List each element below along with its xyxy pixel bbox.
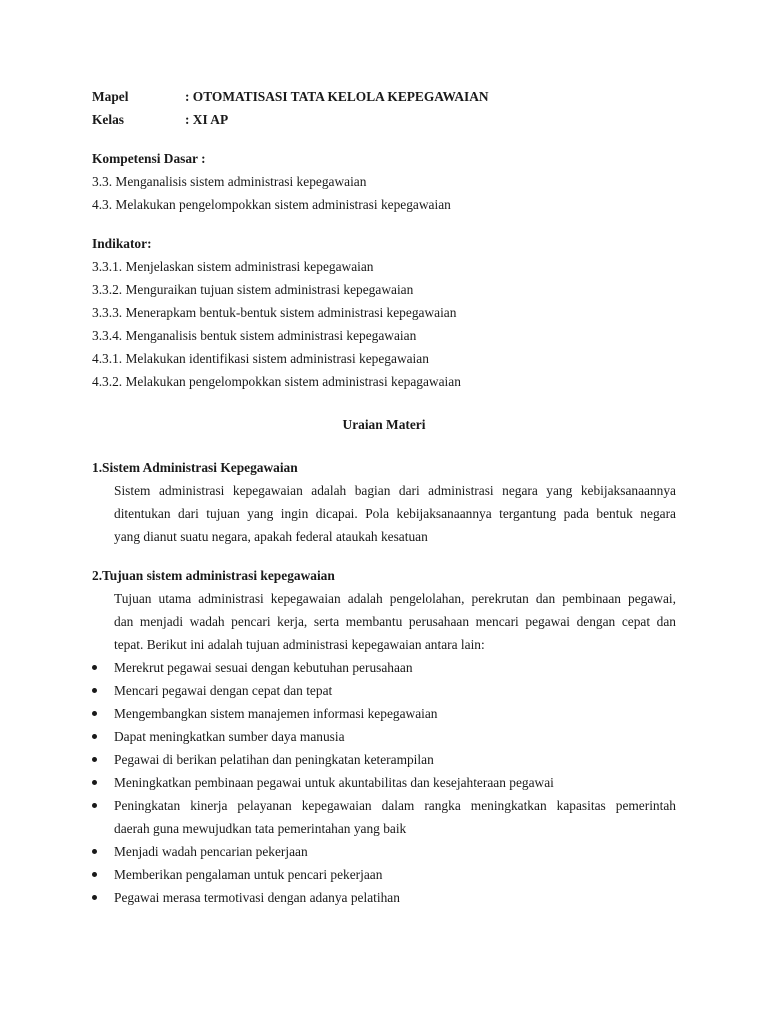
paragraph-line: dan menjadi wadah pencari kerja, serta membantu perusahaan mencari pegawai dengan cepat dan xyxy=(114,614,676,629)
kelas-row xyxy=(92,108,676,131)
list-item xyxy=(92,679,676,702)
paragraph-line: Sistem administrasi kepegawaian adalah bagian dari administrasi negara yang kebijaksanaannya xyxy=(114,483,676,498)
bullet-icon xyxy=(92,872,97,877)
indikator-item: 3.3.3. Menerapkam bentuk-bentuk sistem administrasi kepegawaian xyxy=(92,305,457,320)
indikator-item: 3.3.4. Menganalisis bentuk sistem administrasi kepegawaian xyxy=(92,328,417,343)
kompetensi-title: Kompetensi Dasar : xyxy=(92,151,206,166)
bullet-icon xyxy=(92,780,97,785)
bullet-icon xyxy=(92,711,97,716)
mapel-row xyxy=(92,85,676,108)
list-item-text: Peningkatan kinerja pelayanan kepegawaian dalam rangka meningkatkan kapasitas pemerintah xyxy=(114,798,676,813)
paragraph-line: tepat. Berikut ini adalah tujuan administrasi kepegawaian antara lain: xyxy=(114,637,485,652)
list-item xyxy=(92,656,676,679)
list-item-text: Pegawai merasa termotivasi dengan adanya pelatihan xyxy=(114,890,400,905)
kompetensi-item: 3.3. Menganalisis sistem administrasi kepegawaian xyxy=(92,174,367,189)
list-item xyxy=(92,748,676,771)
indikator-item: 3.3.1. Menjelaskan sistem administrasi kepegawaian xyxy=(92,259,374,274)
kompetensi-item: 4.3. Melakukan pengelompokkan sistem administrasi kepegawaian xyxy=(92,197,451,212)
list-item xyxy=(92,886,676,909)
bullet-icon xyxy=(92,757,97,762)
list-item xyxy=(92,840,676,863)
kelas-value: : XI AP xyxy=(185,112,229,127)
bullet-icon xyxy=(92,665,97,670)
bullet-icon xyxy=(92,688,97,693)
list-item-text: Mengembangkan sistem manajemen informasi kepegawaian xyxy=(114,706,438,721)
list-item-text: Meningkatkan pembinaan pegawai untuk akuntabilitas dan kesejahteraan pegawai xyxy=(114,775,554,790)
list-item-text: Pegawai di berikan pelatihan dan peningkatan keterampilan xyxy=(114,752,434,767)
list-item xyxy=(92,725,676,748)
indikator-item: 4.3.1. Melakukan identifikasi sistem administrasi kepegawaian xyxy=(92,351,429,366)
bullet-icon xyxy=(92,895,97,900)
paragraph-line: ditentukan dari tujuan yang ingin dicapai. Pola kebijaksanaannya tergantung pada bentuk negara xyxy=(114,506,676,521)
uraian-materi-heading: Uraian Materi xyxy=(342,417,426,432)
indikator-item: 4.3.2. Melakukan pengelompokkan sistem administrasi kepagawaian xyxy=(92,374,461,389)
section-1-paragraph xyxy=(92,479,676,548)
mapel-value: : OTOMATISASI TATA KELOLA KEPEGAWAIAN xyxy=(185,89,489,104)
paragraph-line: Tujuan utama administrasi kepegawaian adalah pengelolahan, perekrutan dan pembinaan pegawai, xyxy=(114,591,676,606)
list-item-text: Memberikan pengalaman untuk pencari pekerjaan xyxy=(114,867,383,882)
paragraph-line: yang dianut suatu negara, apakah federal ataukah kesatuan xyxy=(114,529,428,544)
bullet-icon xyxy=(92,803,97,808)
mapel-label: Mapel xyxy=(92,89,129,104)
list-item xyxy=(92,863,676,886)
list-item-text: Merekrut pegawai sesuai dengan kebutuhan perusahaan xyxy=(114,660,413,675)
list-item xyxy=(92,794,676,840)
list-item-text: Dapat meningkatkan sumber daya manusia xyxy=(114,729,345,744)
section-2-paragraph xyxy=(92,587,676,656)
indikator-item: 3.3.2. Menguraikan tujuan sistem administrasi kepegawaian xyxy=(92,282,414,297)
bullet-icon xyxy=(92,734,97,739)
document-page xyxy=(92,85,676,909)
list-item-text-continued: daerah guna mewujudkan tata pemerintahan yang baik xyxy=(114,821,407,836)
indikator-title: Indikator: xyxy=(92,236,152,251)
bullet-icon xyxy=(92,849,97,854)
section-1-title: 1.Sistem Administrasi Kepegawaian xyxy=(92,460,298,475)
list-item-text: Mencari pegawai dengan cepat dan tepat xyxy=(114,683,333,698)
tujuan-list xyxy=(92,656,676,909)
section-2-title: 2.Tujuan sistem administrasi kepegawaian xyxy=(92,568,335,583)
kelas-label: Kelas xyxy=(92,112,124,127)
list-item-text: Menjadi wadah pencarian pekerjaan xyxy=(114,844,308,859)
list-item xyxy=(92,702,676,725)
list-item xyxy=(92,771,676,794)
